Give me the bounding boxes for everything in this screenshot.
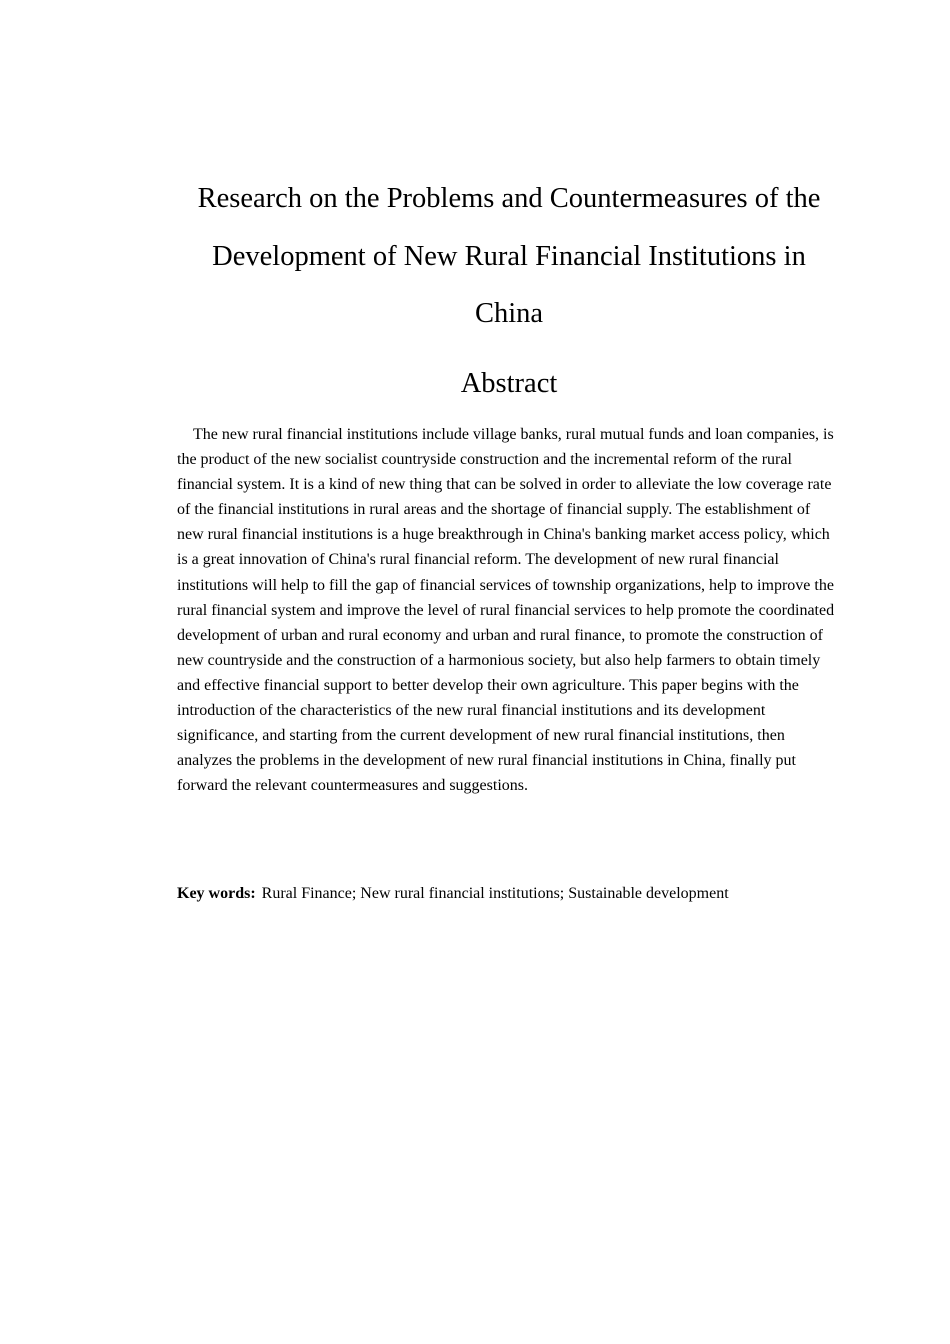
paper-title: Research on the Problems and Countermeasures of the Development of New Rural Financial Institutions in China — [197, 183, 821, 329]
keywords-label: Key words — [177, 885, 251, 902]
abstract-body: The new rural financial institutions include village banks, rural mutual funds and loan companies, is the product of the new socialist countryside construction and the incremental reform of the rural financial system. It is a kind of new thing that can be solved in order to alleviate the low coverage rate of the financial institutions in rural areas and the shortage of financial supply. The establishment of new rural financial institutions is a huge breakthrough in China's banking market access policy, which is a great innovation of China's rural financial reform. The development of new rural financial institutions will help to fill the gap of financial services of township organizations, help to improve the rural financial system and improve the level of rural financial services to help promote the coordinated development of urban and rural economy and urban and rural finance, to promote the construction of new countryside and the construction of a harmonious society, but also help farmers to obtain timely and effective financial support to better develop their own agriculture. This paper begins with the introduction of the characteristics of the new rural financial institutions and its development significance, and starting from the current development of new rural financial institutions, then analyzes the problems in the development of new rural financial institutions in China, finally put forward the relevant countermeasures and suggestions. — [177, 426, 835, 795]
keywords-line — [177, 881, 839, 906]
keywords-text: Rural Finance; New rural financial institutions; Sustainable development — [261, 885, 729, 902]
abstract-heading: Abstract — [460, 368, 558, 399]
keywords-separator: : — [250, 885, 256, 902]
